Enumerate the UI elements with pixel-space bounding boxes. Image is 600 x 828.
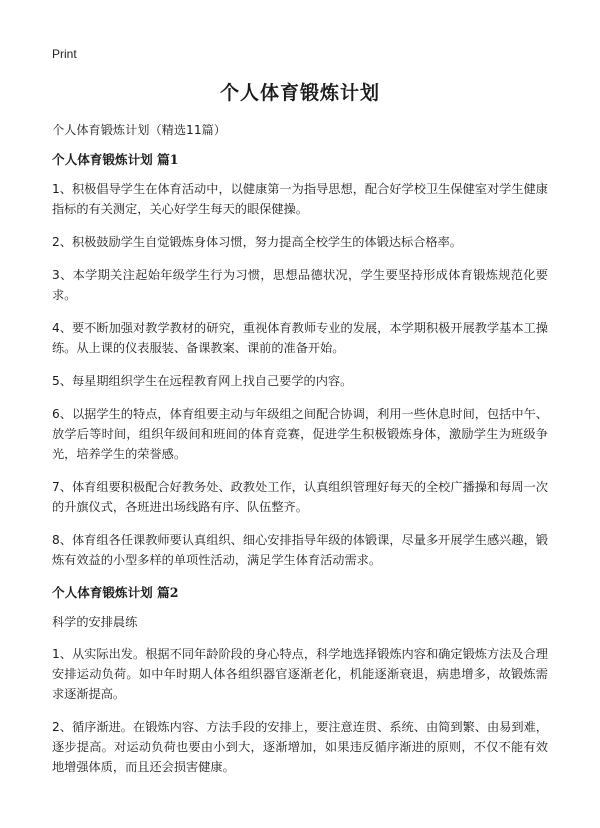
document-title: 个人体育锻炼计划 (219, 82, 380, 104)
paragraph: 2、循序渐进。在锻炼内容、方法手段的安排上，要注意连贯、系统、由简到繁、由易到难，逐步提高。对运动负荷也要由小到大，逐渐增加，如果违反循序渐进的原则，不仅不能有效地增强体质，而且还会损害健康。 (52, 720, 548, 774)
paragraph: 6、以据学生的特点，体育组要主动与年级组之间配合协调，利用一些休息时间，包括中午、放学后等时间，组织年级间和班间的体育竞赛，促进学生积极锻炼身体，激励学生为班级争光，培养学生的荣誉感。 (52, 407, 548, 461)
paragraph: 8、体育组各任课教师要认真组织、细心安排指导年级的体锻课，尽量多开展学生感兴趣，锻炼有效益的小型多样的单项性活动，满足学生体育活动需求。 (52, 533, 548, 567)
section-heading-2: 个人体育锻炼计划 篇2 (52, 585, 179, 600)
paragraph: 7、体育组要积极配合好教务处、政教处工作，认真组织管理好每天的全校广播操和每周一次的升旗仪式，各班进出场线路有序、队伍整齐。 (52, 480, 548, 514)
section-intro: 科学的安排晨练 (52, 615, 138, 629)
document-subtitle: 个人体育锻炼计划（精选11篇） (52, 123, 226, 137)
document-body (52, 120, 548, 790)
paragraph: 2、积极鼓励学生自觉锻炼身体习惯，努力提高全校学生的体锻达标合格率。 (52, 235, 462, 249)
paragraph: 5、每星期组织学生在远程教育网上找自己要学的内容。 (52, 374, 353, 388)
print-label[interactable]: Print (52, 47, 77, 61)
paragraph: 1、积极倡导学生在体育活动中，以健康第一为指导思想，配合好学校卫生保健室对学生健康指标的有关测定，关心好学生每天的眼保健操。 (52, 182, 548, 216)
paragraph: 4、要不断加强对教学教材的研究，重视体育教师专业的发展，本学期积极开展教学基本工操练。从上课的仪表服装、备课教案、课前的准备开始。 (52, 321, 548, 355)
paragraph: 1、从实际出发。根据不同年龄阶段的身心特点，科学地选择锻炼内容和确定锻炼方法及合理安排运动负荷。如中年时期人体各组织器官逐渐老化，机能逐渐衰退，病患增多，故锻炼需求逐渐提高。 (52, 647, 548, 701)
section-heading-1: 个人体育锻炼计划 篇1 (52, 152, 179, 167)
paragraph: 3、本学期关注起始年级学生行为习惯，思想品德状况，学生要坚持形成体育锻炼规范化要求。 (52, 268, 548, 302)
